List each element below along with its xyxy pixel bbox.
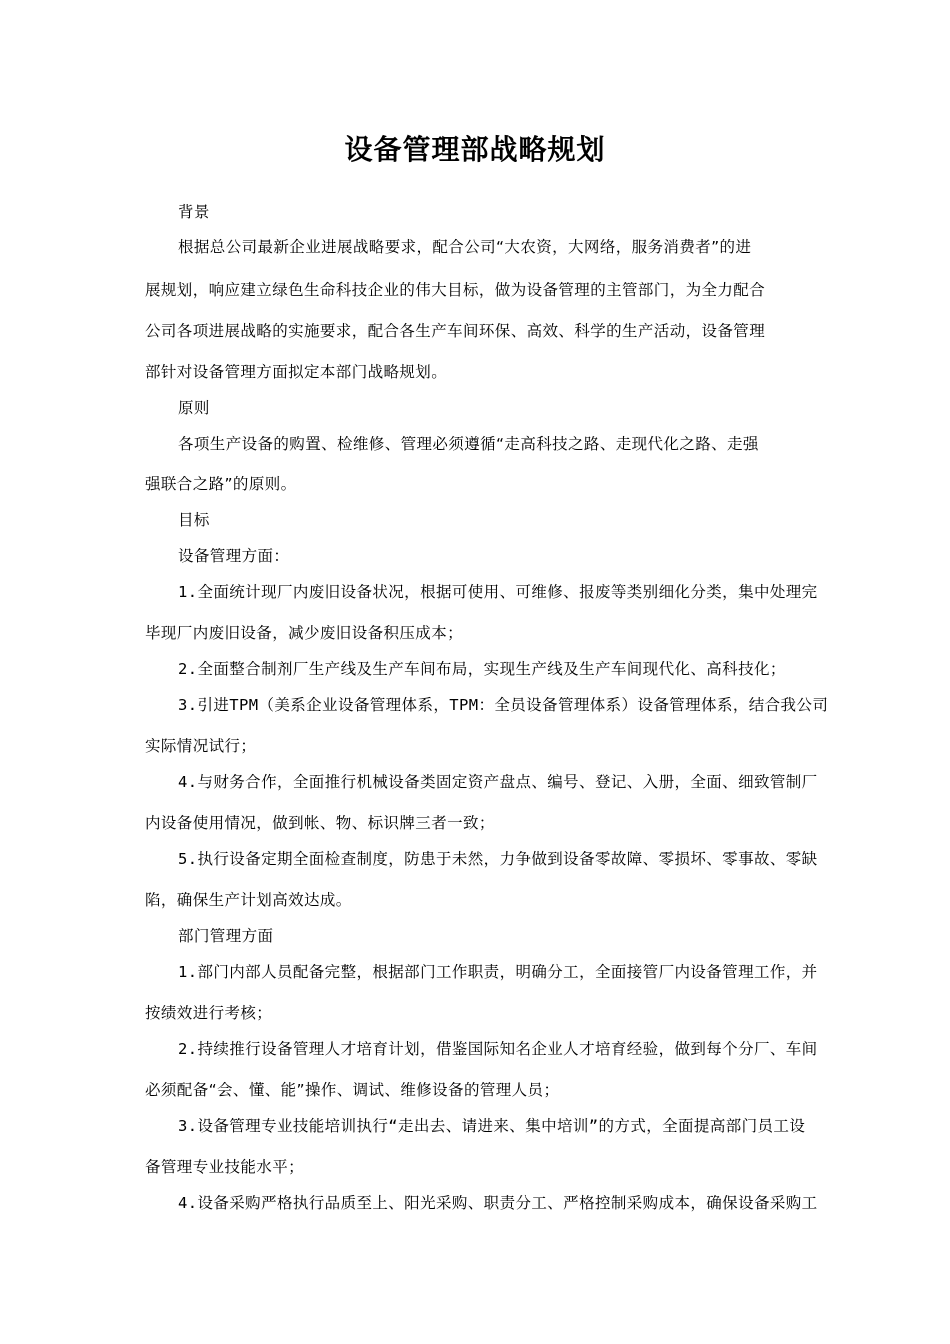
document-title: 设备管理部战略规划 (344, 133, 606, 166)
subheading-department-management: 部门管理方面 (178, 927, 274, 945)
list-item-line: 陷，确保生产计划高效达成。 (145, 891, 352, 909)
list-item-line: 1.部门内部人员配备完整，根据部门工作职责，明确分工，全面接管厂内设备管理工作，并 (178, 963, 818, 981)
paragraph-line: 根据总公司最新企业进展战略要求，配合公司“大农资，大网络，服务消费者”的进 (178, 238, 752, 256)
heading-background: 背景 (178, 203, 210, 221)
list-item-line: 内设备使用情况，做到帐、物、标识牌三者一致； (145, 814, 495, 832)
list-item-line: 按绩效进行考核； (145, 1004, 273, 1022)
heading-principle: 原则 (178, 399, 210, 417)
list-item-line: 实际情况试行； (145, 737, 257, 755)
list-item-line: 3.引进TPM（美系企业设备管理体系，TPM：全员设备管理体系）设备管理体系，结合我公司 (178, 696, 829, 714)
list-item-line: 毕现厂内废旧设备，减少废旧设备积压成本； (145, 624, 464, 642)
paragraph-line: 各项生产设备的购置、检维修、管理必须遵循“走高科技之路、走现代化之路、走强 (178, 435, 759, 453)
paragraph-line: 公司各项进展战略的实施要求，配合各生产车间环保、高效、科学的生产活动，设备管理 (145, 322, 766, 340)
list-item-line: 备管理专业技能水平； (145, 1158, 305, 1176)
list-item-line: 必须配备“会、懂、能”操作、调试、维修设备的管理人员； (145, 1081, 560, 1099)
list-item-line: 4.设备采购严格执行品质至上、阳光采购、职责分工、严格控制采购成本，确保设备采购工 (178, 1194, 818, 1212)
paragraph-line: 部针对设备管理方面拟定本部门战略规划。 (145, 363, 448, 381)
list-item-line: 4.与财务合作，全面推行机械设备类固定资产盘点、编号、登记、入册，全面、细致管制厂 (178, 773, 818, 791)
list-item-line: 5.执行设备定期全面检查制度，防患于未然，力争做到设备零故障、零损坏、零事故、零缺 (178, 850, 818, 868)
subheading-equipment-management: 设备管理方面： (178, 547, 290, 565)
heading-goals: 目标 (178, 511, 210, 529)
list-item-line: 3.设备管理专业技能培训执行“走出去、请进来、集中培训”的方式，全面提高部门员工设 (178, 1117, 806, 1135)
list-item-line: 1.全面统计现厂内废旧设备状况，根据可使用、可维修、报废等类别细化分类，集中处理完 (178, 583, 818, 601)
paragraph-line: 强联合之路”的原则。 (145, 475, 297, 493)
list-item-line: 2.全面整合制剂厂生产线及生产车间布局，实现生产线及生产车间现代化、高科技化； (178, 660, 786, 678)
list-item-line: 2.持续推行设备管理人才培育计划，借鉴国际知名企业人才培育经验，做到每个分厂、车间 (178, 1040, 818, 1058)
paragraph-line: 展规划，响应建立绿色生命科技企业的伟大目标，做为设备管理的主管部门，为全力配合 (145, 281, 766, 299)
